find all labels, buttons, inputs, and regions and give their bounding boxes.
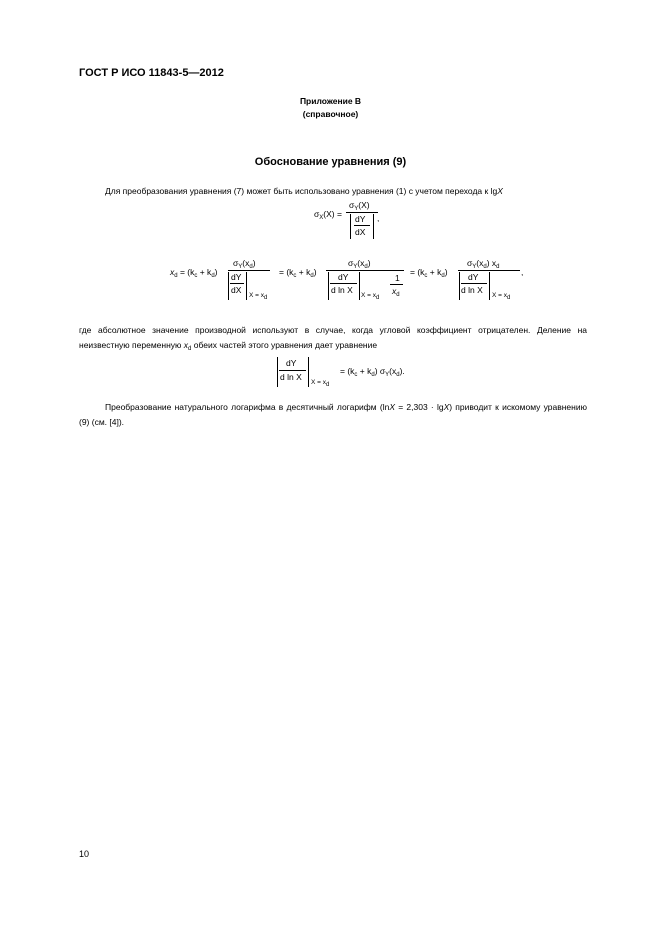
- eq1-derivative-line: [354, 225, 370, 226]
- eq1-numerator: $\sigma_Y(X)$: [349, 200, 370, 212]
- eq2-f2-line: [326, 270, 404, 271]
- eq1-comma: ,: [377, 213, 380, 223]
- annex-subtitle: (справочное): [302, 109, 359, 119]
- eq2-f1-deriv-top: dY: [231, 272, 242, 282]
- intro-paragraph: [79, 184, 587, 199]
- eq3-bar-right: [308, 357, 309, 387]
- intro-text: Для преобразования уравнения (7) может быть использовано уравнения (1) с учетом перехода к lg: [105, 186, 498, 196]
- eq2-f3-numerator: $\sigma_Y(x_d)$ $x_d$: [467, 258, 500, 270]
- eq2-f1-bar-left: [228, 272, 229, 300]
- eq2-f2-condition: $X = x_d$: [361, 292, 380, 301]
- eq2-f2-deriv-top: dY: [338, 272, 349, 282]
- eq2-f1-deriv-line: [230, 283, 244, 284]
- eq2-comma: ,: [521, 267, 524, 277]
- eq1-derivative-bottom: dX: [355, 227, 366, 237]
- eq2-f3-line: [458, 270, 520, 271]
- derivative-paragraph: где абсолютное значение производной используют в случае, когда угловой коэффициент отрицателен. Деление на неизвестную переменную $x_d$ обеих частей этого уравнения дает уравнение: [79, 325, 587, 352]
- eq3-deriv-bottom: d ln X: [280, 372, 302, 382]
- eq2-f1-bar-right: [246, 272, 247, 300]
- eq3-bar-left: [277, 357, 278, 387]
- eq2-lhs: $x_d = (k_c + k_d)$: [170, 267, 218, 279]
- annex-title: Приложение В: [299, 96, 362, 106]
- eq2-f3-bar-right: [489, 272, 490, 300]
- page-number: 10: [79, 849, 90, 859]
- eq3-deriv-line: [279, 370, 306, 371]
- eq2-f3-deriv-line: [461, 283, 487, 284]
- eq2-f1-condition: $X = x_d$: [249, 292, 268, 301]
- eq2-f1-deriv-bottom: dX: [231, 285, 242, 295]
- document-code-header: ГОСТ Р ИСО 11843-5—2012: [79, 67, 224, 79]
- eq2-f3-deriv-top: dY: [468, 272, 479, 282]
- intro-variable: X: [497, 186, 503, 196]
- eq1-abs-bar-left: [350, 214, 351, 239]
- eq2-f2-deriv-line: [330, 283, 357, 284]
- eq2-f3-bar-left: [459, 272, 460, 300]
- eq3-deriv-top: dY: [286, 358, 297, 368]
- eq1-derivative-top: dY: [355, 214, 366, 224]
- eq2-third: = $(k_c + k_d)$: [410, 267, 448, 279]
- eq2-f1-numerator: $\sigma_Y(x_d)$: [233, 258, 256, 270]
- eq2-f2-one: 1: [395, 273, 400, 283]
- eq2-f2-deriv-bottom: d ln X: [331, 285, 353, 295]
- eq2-f2-bar-right: [359, 272, 360, 300]
- section-title: Обоснование уравнения (9): [254, 156, 407, 168]
- eq1-lhs: $\sigma_X(X)$ =: [314, 209, 342, 221]
- eq2-f3-condition: $X = x_d$: [492, 292, 511, 301]
- eq2-middle: = $(k_c + k_d)$: [279, 267, 317, 279]
- eq2-f3-deriv-bottom: d ln X: [461, 285, 483, 295]
- eq2-f1-line: [228, 270, 270, 271]
- eq1-abs-bar-right: [373, 214, 374, 239]
- eq1-fraction-line: [346, 212, 378, 213]
- eq2-f2-numerator: $\sigma_Y(x_d)$: [348, 258, 371, 270]
- eq2-f2-inner-line: [390, 284, 403, 285]
- eq3-rhs: = $(k_c + k_d)$ $\sigma_Y(x_d)$.: [340, 366, 405, 378]
- eq2-f2-xd: $x_d$: [392, 286, 400, 298]
- final-paragraph: Преобразование натурального логарифма в десятичный логарифм (lnX = 2,303 · lgX) приводит к искомому уравнению (9) (см. [4]).: [79, 402, 587, 427]
- eq3-condition: $X = x_d$: [311, 379, 330, 388]
- eq2-f2-bar-left: [328, 272, 329, 300]
